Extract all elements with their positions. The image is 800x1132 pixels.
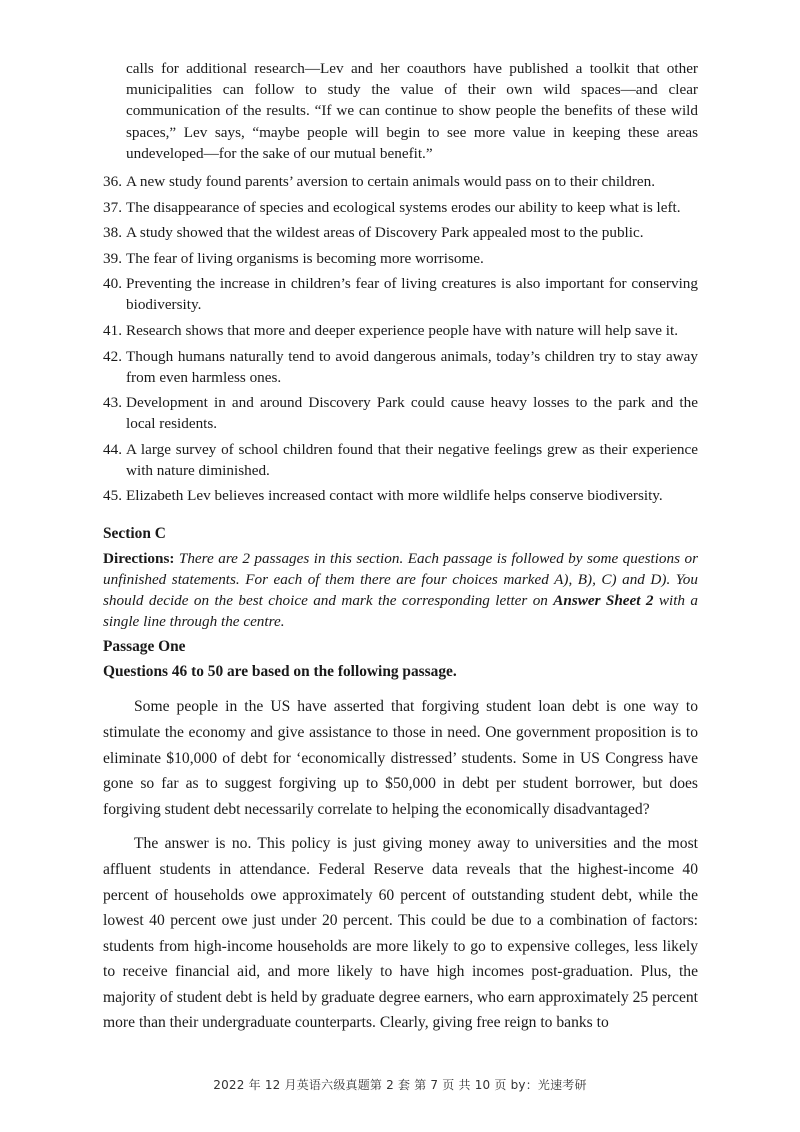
passage-title: Passage One (103, 638, 186, 656)
statement-number: 38. (103, 224, 122, 242)
section-heading: Section C (103, 525, 166, 543)
statement-item (103, 197, 698, 218)
questions-range-heading: Questions 46 to 50 are based on the following passage. (103, 663, 457, 681)
statement-text: The fear of living organisms is becoming more worrisome. (126, 249, 484, 267)
continued-paragraph: calls for additional research—Lev and her coauthors have published a toolkit that other municipalities can follow to study the value of their own wild spaces—and clear communication of the results. “If we can continue to show people the benefits of these wild spaces,” Lev says, “maybe people will begin to see more value in keeping these areas undeveloped—for the sake of our mutual benefit.” (126, 60, 698, 162)
statement-item (103, 485, 698, 506)
statement-text: Though humans naturally tend to avoid dangerous animals, today’s children try to stay away from even harmless ones. (126, 347, 698, 386)
statement-item (103, 439, 698, 481)
statement-item (103, 273, 698, 315)
directions-text-end: with a single line through the centre. (103, 592, 698, 631)
statement-item (103, 222, 698, 243)
statement-text: A large survey of school children found that their negative feelings grew as their experience with nature diminished. (126, 440, 698, 479)
statement-text: The disappearance of species and ecological systems erodes our ability to keep what is left. (126, 198, 681, 216)
statement-number: 43. (103, 394, 122, 412)
directions (103, 548, 698, 632)
statement-item (103, 171, 698, 192)
statement-number: 44. (103, 440, 122, 458)
directions-label: Directions: (103, 550, 175, 568)
statement-number: 37. (103, 198, 122, 216)
statement-text: A study showed that the wildest areas of Discovery Park appealed most to the public. (126, 224, 644, 242)
statement-number: 45. (103, 487, 122, 505)
answer-sheet-emphasis: Answer Sheet 2 (553, 592, 654, 610)
statement-text: A new study found parents’ aversion to certain animals would pass on to their children. (126, 173, 656, 191)
statement-list (103, 171, 698, 506)
page-footer: 2022 年 12 月英语六级真题第 2 套 第 7 页 共 10 页 by：光速考研 (213, 1078, 587, 1092)
statement-text: Research shows that more and deeper experience people have with nature will help save it. (126, 321, 679, 339)
statement-number: 39. (103, 249, 122, 267)
exam-page (103, 58, 698, 1036)
statement-number: 40. (103, 275, 122, 293)
statement-number: 41. (103, 321, 122, 339)
statement-text: Development in and around Discovery Park could cause heavy losses to the park and the local residents. (126, 394, 698, 433)
statement-text: Preventing the increase in children’s fear of living creatures is also important for conserving biodiversity. (126, 275, 698, 314)
statement-item (103, 320, 698, 341)
directions-text: There are 2 passages in this section. Each passage is followed by some questions or unfinished statements. For each of them there are four choices marked A), B), C) and D). You should decide on the best choice and mark the corresponding letter on (103, 550, 698, 610)
passage-paragraph: The answer is no. This policy is just giving money away to universities and the most affluent students in attendance. Federal Reserve data reveals that the highest-income 40 percent of households owe approximately 60 percent of outstanding student debt, while the lowest 40 percent owe just under 20 percent. This could be due to a combination of factors: students from high-income households are more likely to go to expensive colleges, less likely to receive financial aid, and more likely to have high incomes post-graduation. Plus, the majority of student debt is held by graduate degree earners, who earn approximately 25 percent more than their undergraduate counterparts. Clearly, giving free reign to banks to (103, 835, 698, 1032)
statement-item (103, 346, 698, 388)
statement-number: 42. (103, 347, 122, 365)
passage-paragraph: Some people in the US have asserted that forgiving student loan debt is one way to stimulate the economy and give assistance to those in need. One government proposition is to eliminate $10,000 of debt for ‘economically distressed’ students. Some in US Congress have gone so far as to suggest forgiving up to $50,000 in debt per student borrower, but does forgiving student debt necessarily correlate to helping the economically disadvantaged? (103, 698, 698, 818)
statement-item (103, 248, 698, 269)
statement-number: 36. (103, 173, 122, 191)
statement-text: Elizabeth Lev believes increased contact with more wildlife helps conserve biodiversity. (126, 487, 663, 505)
statement-item (103, 392, 698, 434)
